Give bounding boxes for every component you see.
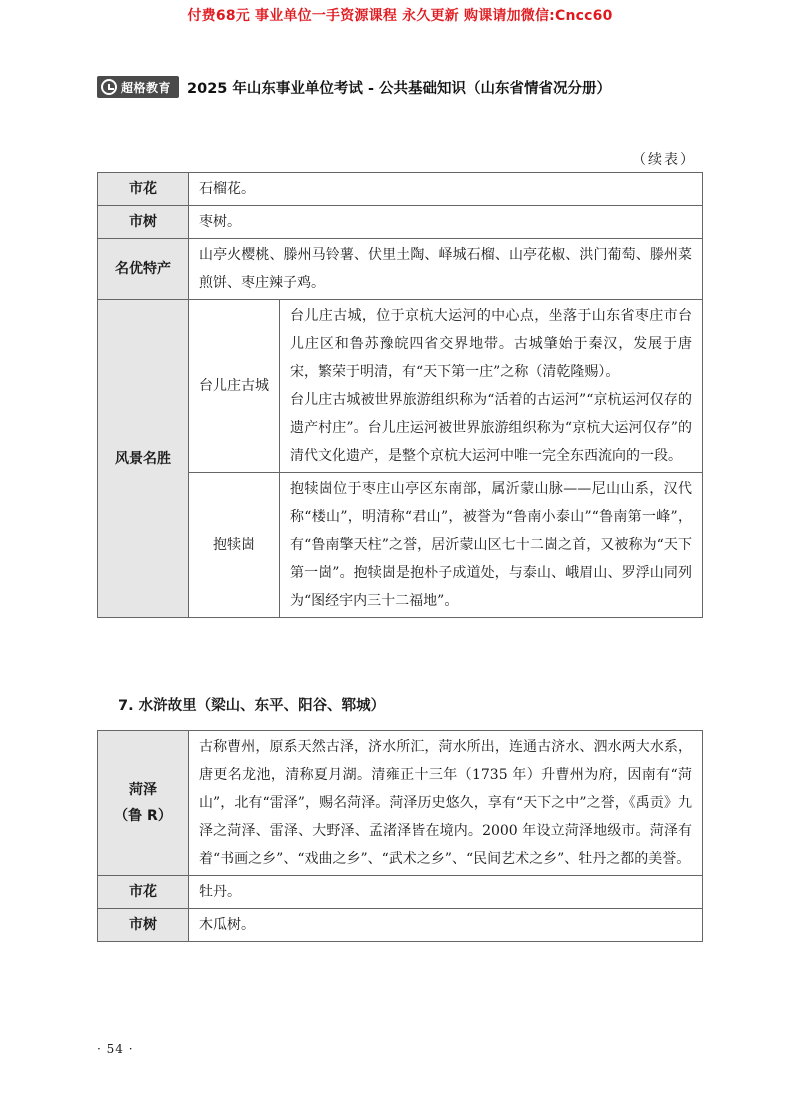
scenic-desc (280, 300, 703, 473)
continued-label: （续表） (632, 152, 696, 168)
city-description: 古称曹州，原系天然古泽，济水所汇，菏水所出，连通古济水、泗水两大水系，唐更名龙池，清称夏月湖。清雍正十三年（1735 年）升曹州为府，因南有“菏山”，北有“雷泽”，赐名菏泽。菏泽历史悠久，享有“天下之中”之誉，《禹贡》九泽之菏泽、雷泽、大野泽、孟渚泽皆在境内。2000 年设立菏泽地级市。菏泽有着“书画之乡”、“戏曲之乡”、“武术之乡”、“民间艺术之乡”、牡丹之都的美誉。 (189, 731, 703, 876)
table-row (98, 876, 703, 909)
scenic-paragraph: 台儿庄古城被世界旅游组织称为“活着的古运河”“京杭运河仅存的遗产村庄”。台儿庄运河被世界旅游组织称为“京杭大运河仅存”的清代文化遗产，是整个京杭大运河中唯一完全东西流向的一段。 (290, 392, 692, 464)
heze-table (97, 730, 703, 942)
specialty-value: 山亭火樱桃、滕州马铃薯、伏里土陶、峄城石榴、山亭花椒、洪门葡萄、滕州菜煎饼、枣庄辣子鸡。 (189, 239, 703, 300)
scenic-desc (280, 473, 703, 618)
zaozhuang-table (97, 172, 703, 618)
row-label: 市花 (98, 173, 189, 206)
city-flower-value: 石榴花。 (189, 173, 703, 206)
scenic-paragraph: 抱犊崮位于枣庄山亭区东南部，属沂蒙山脉——尼山山系，汉代称“楼山”，明清称“君山”，被誉为“鲁南小泰山”“鲁南第一峰”，有“鲁南擎天柱”之誉，居沂蒙山区七十二崮之首，又被称为“天下第一崮”。抱犊崮是抱朴子成道处，与泰山、峨眉山、罗浮山同列为“图经宇内三十二福地”。 (290, 481, 692, 609)
table-row (98, 473, 703, 618)
row-label: 市树 (98, 206, 189, 239)
city-tree-value: 枣树。 (189, 206, 703, 239)
publisher-logo (97, 76, 179, 98)
promo-banner: 付费68元 事业单位一手资源课程 永久更新 购课请加微信:Cncc60 (187, 8, 613, 24)
row-label: 风景名胜 (98, 300, 189, 618)
page-header (97, 76, 611, 98)
logo-icon (101, 79, 117, 95)
table-row (98, 731, 703, 876)
table-row (98, 300, 703, 473)
scenic-name: 台儿庄古城 (189, 300, 280, 473)
row-label: 市树 (98, 909, 189, 942)
table-row (98, 206, 703, 239)
city-label (98, 731, 189, 876)
city-name: 菏泽 (129, 782, 157, 798)
city-tree-value: 木瓜树。 (189, 909, 703, 942)
logo-text: 超格教育 (121, 80, 172, 95)
plate-code: （鲁 R） (114, 808, 172, 824)
header-title: 2025 年山东事业单位考试 - 公共基础知识（山东省情省况分册） (187, 80, 612, 97)
scenic-name: 抱犊崮 (189, 473, 280, 618)
table-row (98, 173, 703, 206)
scenic-paragraph: 台儿庄古城，位于京杭大运河的中心点，坐落于山东省枣庄市台儿庄区和鲁苏豫皖四省交界地带。古城肇始于秦汉，发展于唐宋，繁荣于明清，有“天下第一庄”之称（清乾隆赐）。 (290, 308, 692, 380)
section-heading: 7. 水浒故里（梁山、东平、阳谷、郓城） (118, 698, 386, 714)
page-number: · 54 · (97, 1042, 134, 1056)
table-row (98, 909, 703, 942)
city-flower-value: 牡丹。 (189, 876, 703, 909)
table-row (98, 239, 703, 300)
row-label: 名优特产 (98, 239, 189, 300)
row-label: 市花 (98, 876, 189, 909)
